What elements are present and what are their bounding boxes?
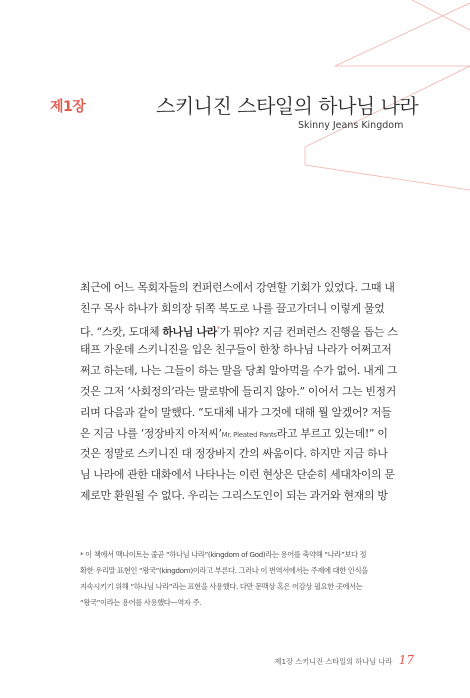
body-line: 최근에 어느 목회자들의 컨퍼런스에서 강연할 기회가 있었다. 그때 내: [80, 281, 395, 294]
kingdom-term: 하나님 나라: [162, 325, 217, 339]
footnote-marker: *: [217, 325, 220, 333]
english-gloss: Mr. Pleated Pants: [221, 430, 277, 439]
chapter-title: 스키니진 스타일의 하나님 나라: [156, 94, 419, 118]
body-line: [80, 320, 414, 341]
body-line: [80, 424, 414, 445]
body-line: 태프 가운데 스키니진을 입은 친구들이 한창 하나님 나라가 어쩌고저: [80, 343, 392, 357]
body-line: 리며 다음과 같이 말했다. “도대체 내가 그것에 대해 뭘 알겠어? 저들: [80, 405, 392, 419]
body-line: 제로만 환원될 수 없다. 우리는 그리스도인이 되는 과거와 현재의 방: [80, 488, 388, 502]
body-text: [80, 278, 414, 507]
body-line: 님 나라에 관한 대화에서 나타나는 이런 현상은 단순히 세대차이의 문: [80, 468, 395, 482]
body-line: 것은 정말로 스키니진 대 정장바지 간의 싸움이다. 하지만 지금 하나: [80, 447, 388, 461]
running-head: 제1장 스키니진 스타일의 하나님 나라: [274, 657, 393, 666]
body-line-part: 라고 부르고 있는데!” 이: [276, 426, 388, 440]
body-line: 쩌고 하는데, 나는 그들이 하는 말을 당최 알아먹을 수가 없어. 내게 그: [80, 364, 398, 378]
chapter-label: 제1장: [50, 99, 86, 115]
footnote-line: * 이 책에서 맥나이트는 줄곧 “하나님 나라”(kingdom of God)라는 용어를 축약해 “나라”보다 정: [80, 550, 367, 559]
body-line: 것은 그저 ‘사회정의’라는 말로밖에 들리지 않아.” 이어서 그는 빈정거: [80, 384, 396, 398]
body-line-part: 다. “스캇, 도대체: [80, 325, 163, 339]
footnote-line: 지속시키기 위해 “하나님 나라”라는 표현을 사용했다. 다만 문맥상 혹은 어감상 필요한 곳에서는: [80, 582, 363, 591]
footnote-line: “왕국”이라는 용어를 사용했다—역자 주.: [80, 598, 202, 607]
body-line-part: 가 뭐야? 지금 컨퍼런스 진행을 돕는 스: [219, 325, 398, 339]
body-line: 친구 목사 하나가 회의장 뒤쪽 복도로 나를 끌고가더니 이렇게 물었: [80, 301, 385, 315]
footnote: [80, 547, 416, 611]
body-line-part: 은 지금 나를 ‘정장바지 아저씨’: [80, 426, 222, 440]
chapter-subtitle: Skinny Jeans Kingdom: [298, 120, 404, 131]
footnote-line: 확한 우리말 표현인 “왕국”(kingdom)이라고 부른다. 그러나 이 번역서에서는 주제에 대한 인식을: [80, 566, 368, 575]
page-number: 17: [398, 653, 414, 667]
page-footer: [275, 653, 414, 667]
